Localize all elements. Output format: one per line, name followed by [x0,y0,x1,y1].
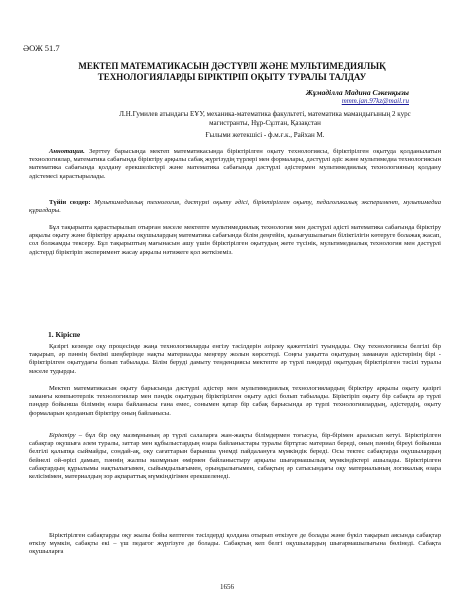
definition-text: – бұл бір оқу мазмұнының әр түрлі салаларға жан-жақты білімдермен тоғысуы, бір-бірімен араласып кетуі. Біріктірілген сабақтар оқушыға әлем туралы, заттар мен құбылыстардың өзара байланыстары туралы біртұтас материал береді, оның пәннің біреуі бойынша белгілі қалыпқа сыймайды, сондай-ақ, оқу сағаттарын барынша үнемді пайдалануға мүмкіндік береді. Осы тектес сабақтарда оқушылардың бейнелі ой-өрісі дамып, пәннің жалпы мазмұнын өмірмен байланыстыру арқылы шығармашылық мүмкіндіктері ашылады. Біріктірілген сабақтардың құрылымы нақтылығымен, сыйымдылығымен, орындылығымен, сабақтың әр сатысындағы оқу материалының логикалық өзара келісімімен, материалдың зор ақпараттық мүмкіндігімен ерекшеленеді. [29,432,441,481]
keywords-label: Түйін сөздер: [49,199,91,206]
body-paragraph-1: Қазіргі кезеңде оқу процесінде жаңа технологияларды енгізу тәсілдерін әзірлеу қажеттілігі туындады. Оқу технологиясы белгілі бір тақырып, әр пәннің бөлімі шеңберінде нақты материалды меңгеру жолын көрсетеді. Соңғы уақытта оқытудың заманауи әдістерінің бірі - біріктірілген оқытудағы болып табылады. Білім беруді дамыту тенденциясы мектепте әр түрлі пәндерді оқытудың біріктірілген тәсілі туралы мәселе тудырды. [29,343,441,375]
paper-title: МЕКТЕП МАТЕМАТИКАСЫН ДӘСТҮРЛІ ЖӘНЕ МУЛЬТИМЕДИЯЛЫҚ ТЕХНОЛОГИЯЛАРДЫ БІРІКТІРІП ОҚЫТУ ТУРАЛЫ ТАЛДАУ [78,61,386,82]
udk-code: ӘОЖ 51.7 [23,43,60,53]
abstract-text: Зерттеу барысында мектеп математикасында біріктірілген оқыту технологиясы, біріктірілген оқытуда қолданылатын технологиялар, математика сабағында біріктіру арқылы сабақ жүргізудің түрлері мен формалары, дәстүрлі әдіс және мультимедиа технологиясын математика сабағында қолдану ерекшеліктері және математика сабағында дәстүрлі әдістермен мультимедиялық технологияның қолдану әдістемесі қарастырылады. [29,148,441,180]
author-affiliation: Л.Н.Гумилев атындағы ЕҰУ, механика-математика факультеті, математика мамандығының 2 курс магистранты, Нұр-Сұлтан, Қазақстан [119,110,411,127]
supervisor-line: Ғылыми жетекшісі - ф.м.ғ.к., Райхан М. [205,131,325,139]
page-number: 1656 [220,583,234,591]
abstract-paragraph [29,148,441,181]
abstract-label: Аннотация. [49,148,85,155]
last-paragraph: Біріктірілген сабақтарды оқу жылы бойы кептеген тәсілдерді қолдана отырып өткізуге де болады және бүкіл тақырып аясында сабақтар өткізу мүмкін, сабақты екі – үш педагог жүргізуге де болады. Сабақтың кеп белгі оқушылардың шығармашылығына бөлінеді. Сабақта оқушыларға [29,532,441,556]
author-name: Жұмаділла Мадина Сәкенқызы [305,88,409,97]
definition-term: Біріктіру [49,432,76,439]
section-heading: 1. Кіріспе [48,330,81,339]
keywords-text: Мультимедиялық технология, дәстүрлі оқыту әдісі, біріктірілген оқыту, педагогикалық эксперимент, мультимедиа құралдары. [29,199,441,215]
keywords-paragraph [29,199,441,215]
author-email-link[interactable]: mmm.jan.97kz@mail.ru [341,97,409,105]
intro-paragraph: Бұл тақырыпта қарастырылып отырған мәселе мектепте мультимедиялық технология мен дәстүрлі әдісті математика сабағында біріктіру арқылы оқыту және біріктіру арқылы оқушылардың математика сабағында білім деңгейін, қызығушылығын біліктілігін көтеруге болажақ жасап, сол болжамды тексеру. Бұл тақырыптың мағынасын ашу үшін біріктірілген оқытудың жете түсінік, мультимедиалық технология мен дәстүрлі әдістерді біріктіріп эксперимент жасау арқылы нәтижеге қол жеткіземіз. [29,224,441,256]
definition-paragraph [29,432,441,481]
body-paragraph-2: Мектеп математикасын оқыту барысында дәстүрлі әдістер мен мультимедиялық технологиялардың біріктіру арқылы оқыту қазіргі заманғы компьютерлік технологиялар мен пәндік оқытудың біріктірілген оқыту әдісі болып табылады. Біріктіріп оқыту бір сабақта әр түрлі пәндер бойынша білімнің өзара байланысы ғана емес, сонымен қатар бір сабақ барысында әр түрлі технологиялардың, әдістердің, оқыту формаларын қолданып біріктіру оның байланысы. [29,385,441,417]
